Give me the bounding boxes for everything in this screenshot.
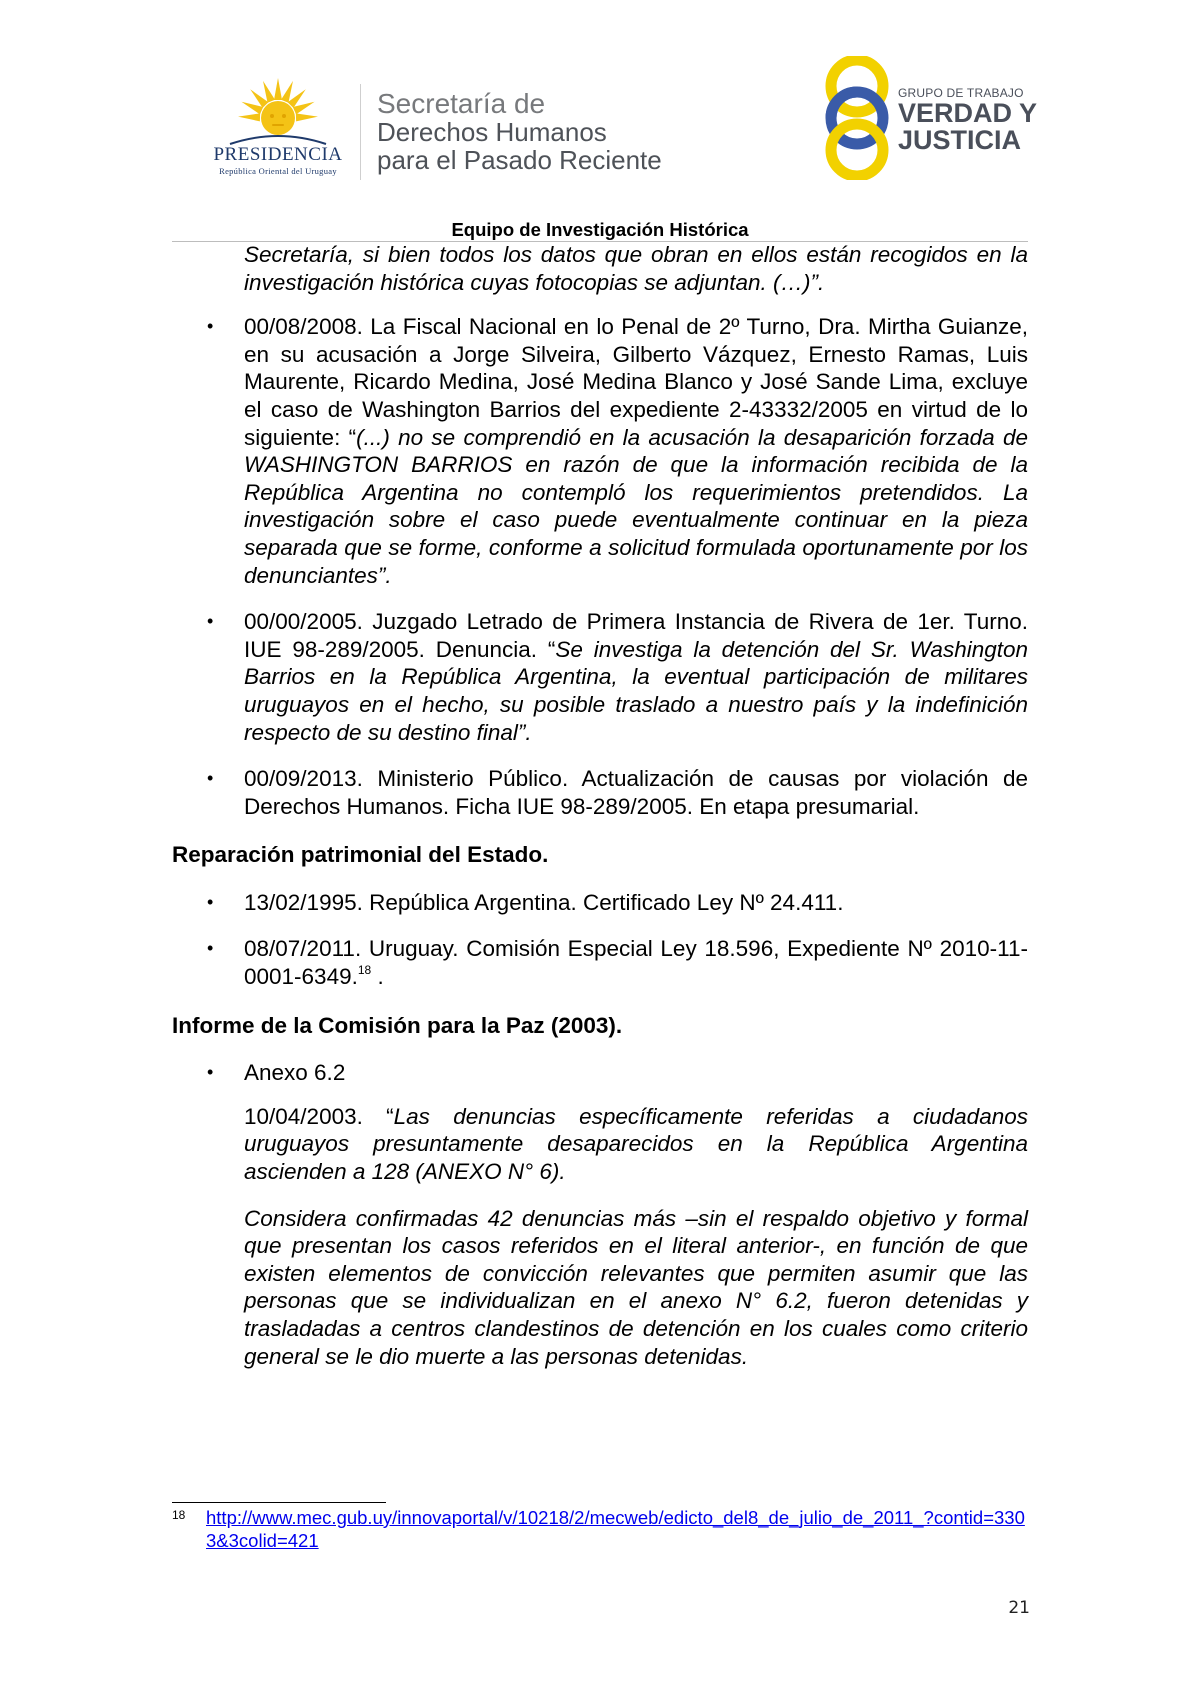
item-text: 00/09/2013. Ministerio Público. Actualización de causas por violación de Derechos Humanos. Ficha IUE 98-289/2005. En etapa presumarial. [244, 766, 1028, 819]
informe-list [172, 1059, 1028, 1087]
verdad-line: VERDAD Y [898, 98, 1038, 128]
sun-emblem-icon [228, 78, 328, 148]
bullet-icon: • [207, 1062, 214, 1083]
item-text: 13/02/1995. República Argentina. Certificado Ley Nº 24.411. [244, 889, 844, 915]
footnote-ref[interactable]: 18 [357, 963, 372, 978]
intro-paragraph: Secretaría, si bien todos los datos que obran en ellos están recogidos en la investigación histórica cuyas fotocopias se adjuntan. (…)”. [244, 242, 1028, 295]
page-header [0, 0, 1190, 240]
secretaria-line-1: Secretaría de [377, 88, 546, 119]
verdad-justicia-logo [822, 56, 1038, 180]
bullet-icon: • [207, 768, 214, 789]
item-quote: (...) no se comprendió en la acusación la desaparición forzada de WASHINGTON BARRIOS en razón de que la información recibida de la República Argentina no contempló los requerimientos pretendidos. La investigación sobre el caso puede eventualmente continuar en la pieza separada que se forme, conforme a solicitud formulada oportunamente por los denunciantes”. [244, 424, 1028, 588]
para-quote: Las denuncias específicamente referidas a ciudadanos uruguayos presuntamente desaparecidos en la República Argentina ascienden a 128 (ANEXO N° 6). [244, 1103, 1028, 1185]
item-text: 08/07/2011. Uruguay. Comisión Especial Ley 18.596, Expediente Nº 2010-11-0001-6349. [244, 936, 1028, 990]
para-lead: 10/04/2003. “ [244, 1103, 394, 1129]
grupo-trabajo-label: GRUPO DE TRABAJO [898, 86, 1024, 100]
list-item [207, 765, 1028, 820]
secretaria-line-2: Derechos Humanos [377, 117, 607, 147]
bullet-icon: • [207, 938, 214, 959]
page-number: 21 [1008, 1598, 1030, 1618]
secretaria-title [377, 90, 662, 174]
item-quote: Se investiga la detención del Sr. Washington Barrios en la República Argentina, la eventual participación de militares uruguayos en el hecho, su posible traslado a nuestro país y la indefinición respecto de su destino final”. [244, 636, 1029, 745]
item-text: 00/08/2008. La Fiscal Nacional en lo Penal de 2º Turno, Dra. Mirtha Guianze, en su acusación a Jorge Silveira, Gilberto Vázquez, Ernesto Ramas, Luis Maurente, Ricardo Medina, José Medina Blanco y José Sande Lima, excluye el caso de Washington Barrios del expediente 2-43332/2005 en virtud de lo siguiente: “ [244, 314, 1028, 450]
bullet-icon: • [207, 891, 214, 912]
bullet-icon: • [207, 611, 214, 632]
item-text: 00/00/2005. Juzgado Letrado de Primera Instancia de Rivera de 1er. Turno. IUE 98-289/2005. Denuncia. “ [244, 609, 1028, 662]
section-heading-informe: Informe de la Comisión para la Paz (2003). [172, 1012, 623, 1038]
interlocked-rings-icon [822, 56, 896, 180]
item-text: Anexo 6.2 [244, 1060, 346, 1086]
presidencia-subtitle: República Oriental del Uruguay [219, 166, 337, 176]
team-title: Equipo de Investigación Histórica [451, 219, 749, 240]
informe-paragraph-2: Considera confirmadas 42 denuncias más –sin el respaldo objetivo y formal que presentan los casos referidos en el literal anterior-, en función de que existen elementos de convicción relevantes que permiten asumir que las personas que se individualizan en el anexo N° 6.2, fueron detenidas y trasladadas a centros clandestinos de detención en los cuales como criterio general se le dio muerte a las personas detenidas. [244, 1205, 1028, 1369]
list-item [207, 935, 1028, 990]
item-trailing: . [371, 964, 384, 990]
header-divider [360, 84, 361, 180]
list-item [207, 1059, 1028, 1087]
secretaria-line-3: para el Pasado Reciente [377, 145, 662, 175]
list-item [207, 889, 1028, 917]
informe-paragraph-1 [244, 1103, 1028, 1186]
reparacion-list [172, 889, 1028, 991]
list-item [207, 608, 1029, 746]
section-heading-reparacion: Reparación patrimonial del Estado. [172, 842, 549, 868]
footnote-rule [172, 1502, 386, 1503]
list-item [207, 313, 1028, 589]
footnote-number: 18 [172, 1508, 186, 1522]
page-body [172, 241, 1028, 1370]
bullet-icon: • [207, 316, 214, 337]
presidencia-logo [198, 78, 358, 176]
presidencia-wordmark: PRESIDENCIA [213, 144, 343, 165]
case-bullet-list [172, 313, 1028, 820]
verdad-justicia-wordmark [898, 100, 1037, 154]
footnote-link[interactable]: http://www.mec.gub.uy/innovaportal/v/10218/2/mecweb/edicto_del8_de_julio_de_2011_?contid=3303&3colid=421 [206, 1507, 1025, 1551]
justicia-line: JUSTICIA [898, 125, 1022, 155]
